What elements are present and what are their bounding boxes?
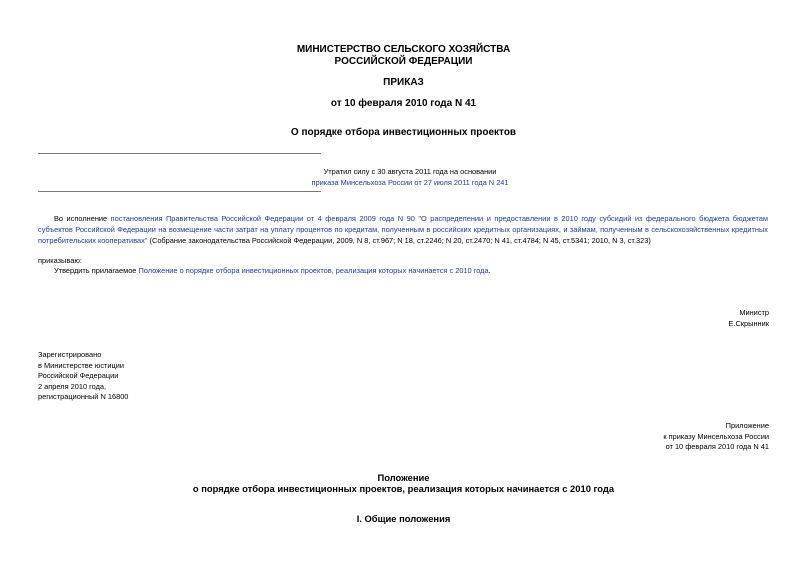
preamble-link[interactable]: постановления Правительства Российской Федерации от 4 февраля 2009 года N 90 "О распределении и предоставлении в 2010 году субсидий из федерального бюджета бюджетам субъектов Российской Федерации на возмещение части затрат на уплату процентов по кредитам, полученным в российских кредитных организациях, и займам, полученным в сельскохозяйственных кредитных потребительских кооперативах"	[38, 214, 768, 245]
appendix-block	[663, 421, 769, 453]
validity-note	[180, 166, 640, 188]
document-type: ПРИКАЗ	[383, 77, 424, 88]
regulation-title: Положение	[377, 472, 430, 483]
preamble-suffix: (Собрание законодательства Российской Федерации, 2009, N 8, ст.967; N 18, ст.2246; N 20, ст.2470; N 41, ст.4784; N 45, ст.5341; 2010, N 3, ст.323)	[147, 236, 651, 245]
divider-bottom	[38, 191, 321, 192]
order-keyword: приказываю:	[38, 256, 82, 265]
validity-link[interactable]: приказа Минсельхоза России от 27 июля 2011 года N 241	[311, 178, 509, 187]
appendix-line: от 10 февраля 2010 года N 41	[665, 442, 769, 451]
ministry-name-line1: МИНИСТЕРСТВО СЕЛЬСКОГО ХОЗЯЙСТВА	[296, 44, 511, 55]
preamble-paragraph	[38, 213, 768, 246]
validity-line: Утратил силу с 30 августа 2011 года на основании	[323, 167, 497, 176]
document-date: от 10 февраля 2010 года N 41	[330, 98, 477, 109]
registration-line: в Министерстве юстиции	[38, 360, 125, 370]
ministry-name-line2: РОССИЙСКОЙ ФЕДЕРАЦИИ	[334, 56, 473, 67]
registration-block	[38, 350, 128, 403]
preamble-prefix: Во исполнение	[54, 214, 111, 223]
divider-top	[38, 153, 321, 154]
registration-line: 2 апреля 2010 года,	[38, 381, 107, 391]
registration-line: Зарегистрировано	[38, 350, 102, 359]
section-heading: I. Общие положения	[356, 513, 451, 524]
appendix-line: к приказу Минсельхоза России	[663, 431, 769, 441]
order-paragraph	[38, 265, 768, 276]
order-prefix: Утвердить прилагаемое	[54, 266, 139, 275]
order-link[interactable]: Положение о порядке отбора инвестиционных проектов, реализация которых начинается с 2010 года	[138, 266, 489, 275]
signature-block	[728, 308, 769, 329]
regulation-subtitle: о порядке отбора инвестиционных проектов, реализация которых начинается с 2010 года	[192, 483, 615, 494]
registration-line: Российской Федерации	[38, 371, 119, 380]
order-suffix: .	[488, 266, 491, 275]
appendix-line: Приложение	[725, 421, 769, 430]
registration-line: регистрационный N 16800	[38, 392, 129, 401]
document-title: О порядке отбора инвестиционных проектов	[290, 127, 517, 138]
signature-name: Е.Скрынник	[728, 318, 769, 328]
signature-position: Министр	[739, 308, 769, 317]
